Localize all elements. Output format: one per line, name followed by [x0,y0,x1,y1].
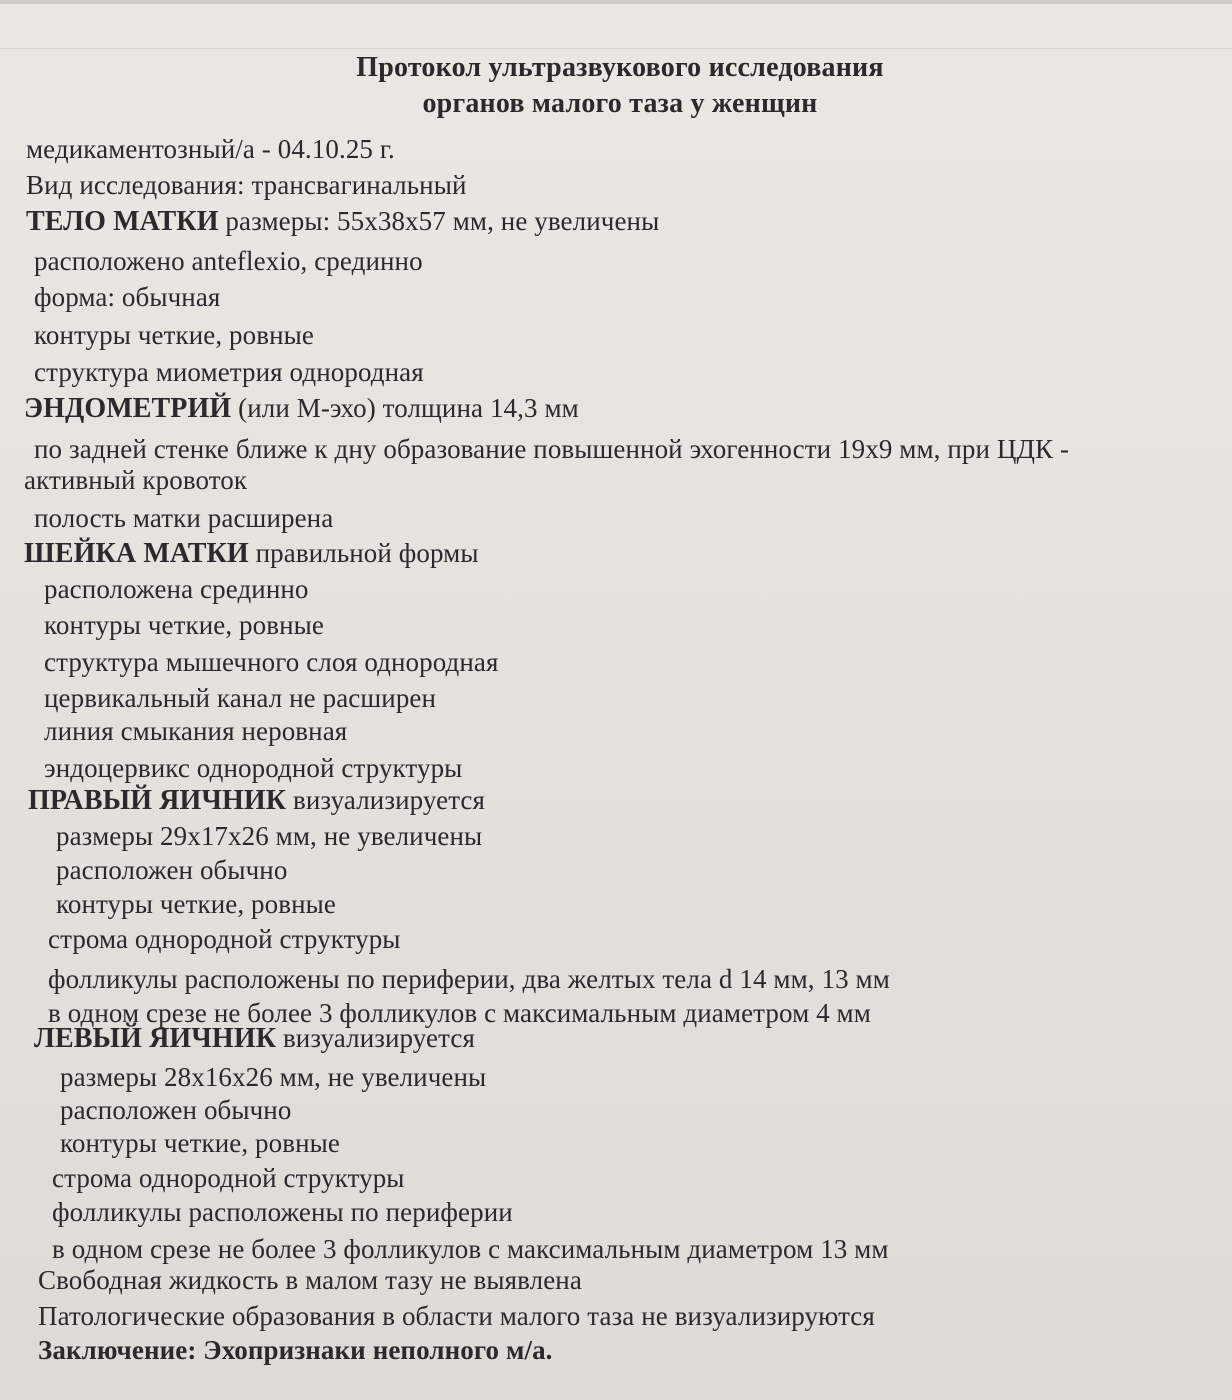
uterus-shape: форма: обычная [34,282,221,312]
endometrium-finding: по задней стенке ближе к дну образование повышенной эхогенности 19х9 мм, при ЦДК - [34,434,1070,464]
cervix-heading: ШЕЙКА МАТКИ [24,538,249,569]
left-ovary-heading: ЛЕВЫЙ ЯИЧНИК [34,1023,277,1054]
right-ovary-size: размеры 29х17х26 мм, не увеличены [56,821,483,851]
right-ovary-section [28,785,485,817]
uterine-cavity: полость матки расширена [34,503,334,533]
right-ovary-contours: контуры четкие, ровные [56,889,336,919]
cervix-muscle-structure: структура мышечного слоя однородная [44,647,499,677]
document-title-line1: Протокол ультразвукового исследования [356,52,884,83]
uterus-size: размеры: 55х38х57 мм, не увеличены [218,206,660,236]
conclusion: Заключение: Эхопризнаки неполного м/а. [38,1335,553,1365]
endometrium-thickness: (или М-эхо) толщина 14,3 мм [231,393,579,423]
uterus-position: расположено anteflexio, срединно [34,246,423,276]
paper-fold [0,48,1232,49]
right-ovary-position: расположен обычно [56,855,288,885]
exam-date: медикаментозный/а - 04.10.25 г. [26,134,395,164]
left-ovary-section [34,1023,475,1055]
cervix-junction-line: линия смыкания неровная [44,716,348,746]
uterus-myometrium: структура миометрия однородная [34,357,424,387]
cervix-section [24,538,479,570]
right-ovary-heading: ПРАВЫЙ ЯИЧНИК [28,785,287,816]
left-ovary-position: расположен обычно [60,1095,292,1125]
cervix-position: расположена срединно [44,574,309,604]
cervix-contours: контуры четкие, ровные [44,610,324,640]
exam-type: Вид исследования: трансвагинальный [26,170,467,200]
paper-edge [0,0,1232,4]
cervix-endocervix: эндоцервикс однородной структуры [44,753,463,783]
cervix-shape: правильной формы [248,538,479,568]
endometrium-heading: ЭНДОМЕТРИЙ [24,393,232,424]
uterus-contours: контуры четкие, ровные [34,320,314,350]
left-ovary-contours: контуры четкие, ровные [60,1128,340,1158]
right-ovary-stroma: строма однородной структуры [48,924,401,954]
pathology-note: Патологические образования в области малого таза не визуализируются [38,1301,875,1331]
cervix-canal: цервикальный канал не расширен [44,683,437,713]
left-ovary-size: размеры 28х16х26 мм, не увеличены [60,1062,487,1092]
right-ovary-follicle-count: в одном срезе не более 3 фолликулов с максимальным диаметром 4 мм [48,998,871,1028]
left-ovary-visualized: визуализируется [276,1023,475,1053]
right-ovary-follicles: фолликулы расположены по периферии, два желтых тела d 14 мм, 13 мм [48,964,890,994]
endometrium-blood-flow: активный кровоток [24,465,248,495]
uterus-heading: ТЕЛО МАТКИ [26,206,219,237]
left-ovary-stroma: строма однородной структуры [52,1163,405,1193]
free-fluid-note: Свободная жидкость в малом тазу не выявлена [38,1265,582,1295]
endometrium-section [24,393,579,425]
document-title-line2: органов малого таза у женщин [422,88,818,119]
uterus-section [26,206,659,238]
left-ovary-follicle-count: в одном срезе не более 3 фолликулов с максимальным диаметром 13 мм [52,1234,889,1264]
right-ovary-visualized: визуализируется [286,785,486,815]
left-ovary-follicles: фолликулы расположены по периферии [52,1197,513,1227]
